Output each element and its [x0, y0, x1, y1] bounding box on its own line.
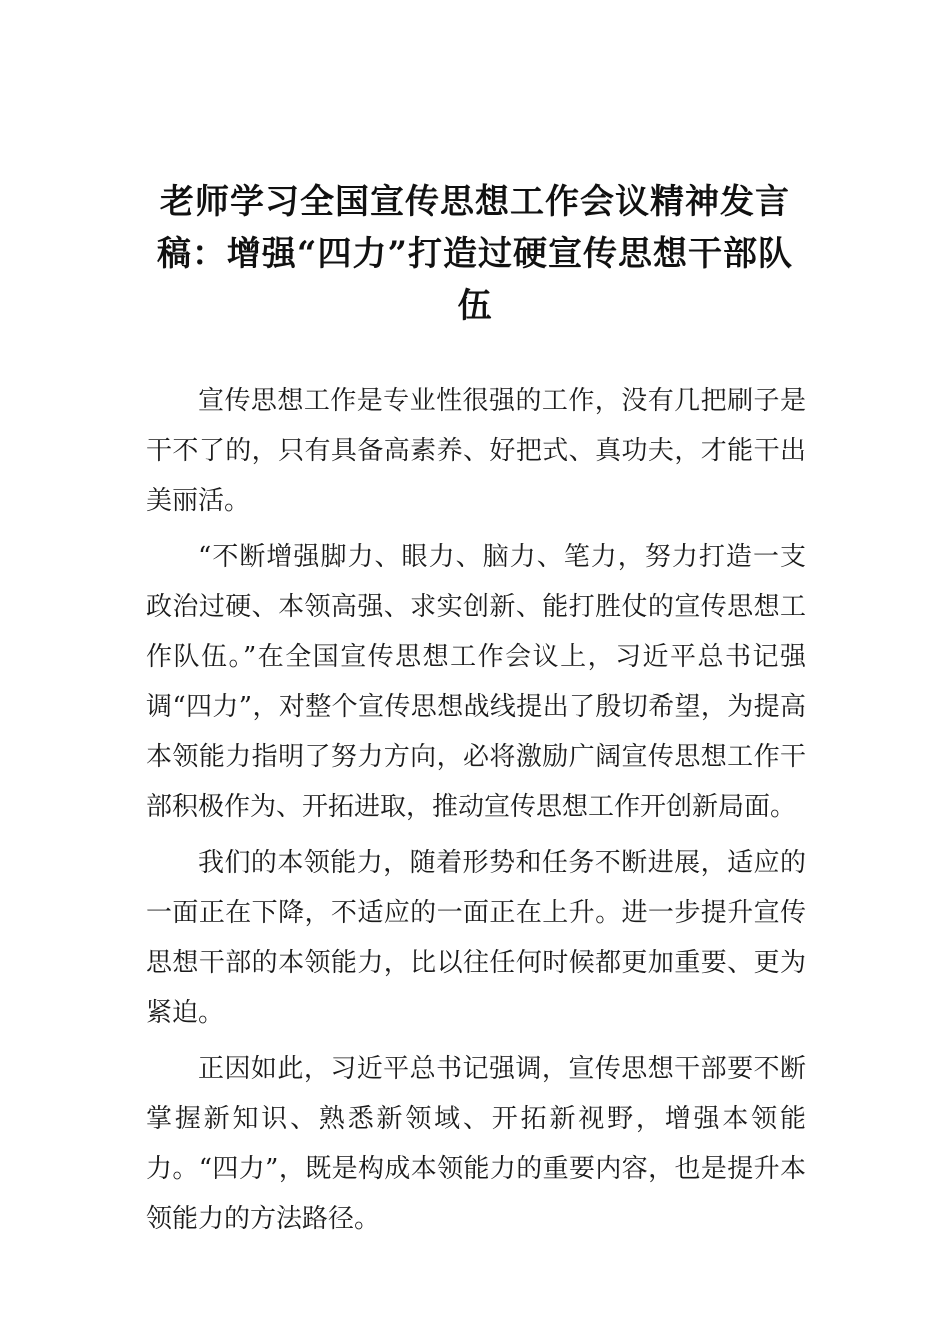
paragraph-2: “不断增强脚力、眼力、脑力、笔力，努力打造一支政治过硬、本领高强、求实创新、能打胜仗的宣传思想工作队伍。”在全国宣传思想工作会议上，习近平总书记强调“四力”，对整个宣传思想战线提出了殷切希望，为提高本领能力指明了努力方向，必将激励广阔宣传思想工作干部积极作为、开拓进取，推动宣传思想工作开创新局面。 [146, 542, 806, 822]
paragraph-1: 宣传思想工作是专业性很强的工作，没有几把刷子是干不了的，只有具备高素养、好把式、真功夫，才能干出美丽活。 [146, 386, 806, 516]
paragraph-4: 正因如此，习近平总书记强调，宣传思想干部要不断掌握新知识、熟悉新领域、开拓新视野，增强本领能力。“四力”，既是构成本领能力的重要内容，也是提升本领能力的方法路径。 [146, 1054, 806, 1234]
document-title: 老师学习全国宣传思想工作会议精神发言稿：增强“四力”打造过硬宣传思想干部队伍 [156, 182, 794, 326]
document-body [146, 376, 806, 1250]
paragraph-3: 我们的本领能力，随着形势和任务不断进展，适应的一面正在下降，不适应的一面正在上升。进一步提升宣传思想干部的本领能力，比以往任何时候都更加重要、更为紧迫。 [146, 848, 806, 1028]
